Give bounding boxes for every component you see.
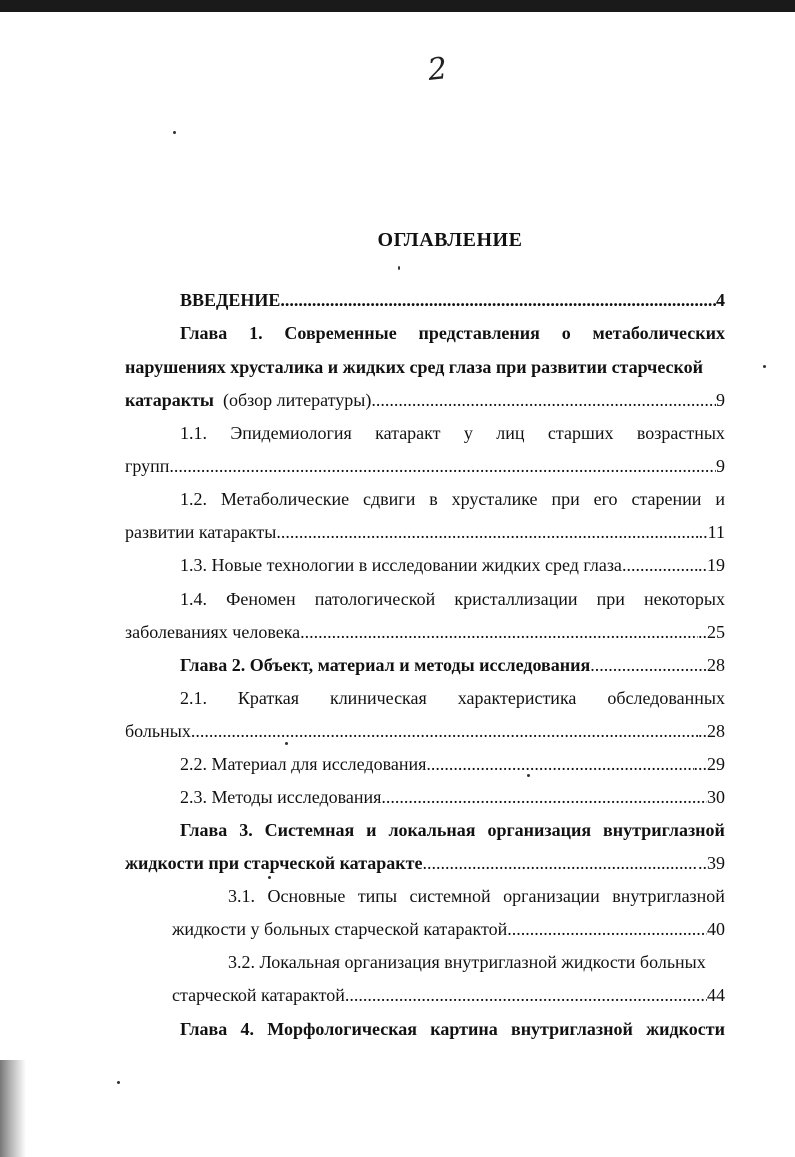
toc-entry-line	[125, 720, 725, 744]
toc-page-number: ..39	[698, 853, 725, 873]
toc-word: 4.	[240, 1019, 254, 1039]
toc-word: типы	[357, 886, 398, 906]
toc-page-number: 30	[707, 787, 725, 807]
toc-word: системной	[409, 886, 491, 906]
toc-word: Основные	[267, 886, 346, 906]
toc-word: внутриглазной	[603, 820, 725, 840]
toc-entry-label: 2.2. Материал для исследования	[180, 754, 427, 774]
dot-leader	[169, 455, 716, 477]
toc-word: 3.1.	[228, 886, 255, 906]
toc-entry-label: заболеваниях человека	[125, 622, 301, 642]
toc-entry-label: групп	[125, 456, 170, 476]
toc-word: картина	[430, 1019, 498, 1039]
toc-word: у	[463, 423, 473, 443]
toc-entry-label: катаракты	[125, 390, 219, 410]
scan-edge-shadow	[0, 1060, 26, 1157]
toc-entry-line: нарушениях хрусталика и жидких сред глаза при развитии старческой	[125, 357, 704, 377]
toc-entry-line	[180, 322, 725, 346]
toc-word: жидкости	[646, 1019, 725, 1039]
toc-entry-line: 3.2. Локальная организация внутриглазной жидкости больных	[228, 952, 706, 972]
toc-entry-line	[180, 488, 725, 512]
toc-page-number: 4	[716, 290, 725, 310]
toc-word: о	[561, 323, 571, 343]
toc-word: Современные	[284, 323, 397, 343]
toc-word: метаболических	[592, 323, 725, 343]
toc-entry-label: ВВЕДЕНИЕ	[180, 290, 281, 310]
toc-word: 3.	[239, 820, 253, 840]
scan-speck	[117, 1081, 120, 1084]
toc-word: возрастных	[636, 423, 725, 443]
dot-leader	[507, 918, 707, 940]
toc-page-number: 9	[716, 390, 725, 410]
toc-word: Глава	[180, 1019, 228, 1039]
toc-entry-line	[125, 521, 725, 545]
toc-entry-line	[172, 918, 725, 942]
toc-word: некоторых	[644, 589, 725, 609]
scan-speck	[763, 365, 766, 368]
dot-leader	[371, 389, 716, 411]
toc-page-number: 44	[707, 985, 725, 1005]
toc-word: организации	[503, 886, 600, 906]
toc-entry-label: жидкости при старческой катаракте	[125, 853, 423, 873]
toc-word: 1.4.	[180, 589, 207, 609]
dot-leader	[423, 852, 699, 874]
scan-speck	[173, 131, 176, 134]
toc-entry-section-1-3[interactable]	[180, 554, 725, 578]
toc-word: Глава	[180, 323, 228, 343]
dot-leader	[590, 654, 707, 676]
toc-entry-label: 2.3. Методы исследования	[180, 787, 382, 807]
toc-word: кристаллизации	[454, 589, 578, 609]
scan-speck	[268, 876, 271, 879]
toc-word: и	[366, 820, 377, 840]
toc-entry-label: больных	[125, 721, 191, 741]
toc-word: характеристика	[457, 688, 577, 708]
toc-page-number: ..11	[698, 522, 725, 542]
toc-word: внутриглазной	[612, 886, 725, 906]
toc-word: старении	[631, 489, 702, 509]
toc-entry-line	[180, 588, 725, 612]
toc-entry-line	[125, 455, 725, 479]
toc-page-number: ...29	[693, 754, 725, 774]
toc-page-number: 40	[707, 919, 725, 939]
toc-entry-line	[228, 885, 725, 909]
toc-entry-line	[172, 984, 725, 1008]
toc-word: его	[593, 489, 618, 509]
toc-word: 2.1.	[180, 688, 207, 708]
dot-leader	[280, 289, 716, 311]
toc-word: Морфологическая	[267, 1019, 418, 1039]
toc-word: старших	[547, 423, 614, 443]
scan-speck	[527, 774, 530, 777]
toc-entry-label: Глава 2. Объект, материал и методы исследования	[180, 655, 591, 675]
toc-word: обследованных	[607, 688, 725, 708]
toc-entry-label: 1.3. Новые технологии в исследовании жидких сред глаза	[180, 555, 622, 575]
toc-word: лиц	[496, 423, 525, 443]
toc-word: катаракт	[375, 423, 441, 443]
toc-entry-section-2-2[interactable]	[180, 753, 725, 777]
dot-leader	[276, 521, 698, 543]
toc-word: клиническая	[329, 688, 427, 708]
toc-word: патологической	[314, 589, 436, 609]
toc-entry-line	[125, 621, 725, 645]
dot-leader	[622, 554, 698, 576]
toc-entry-label: старческой катарактой	[172, 985, 345, 1005]
page-title: ОГЛАВЛЕНИЕ	[377, 229, 523, 251]
toc-entry-chapter-2[interactable]	[180, 654, 725, 678]
toc-entry-introduction[interactable]	[180, 289, 725, 313]
toc-word: в	[429, 489, 438, 509]
scan-speck	[285, 742, 288, 745]
toc-page-number: ..19	[698, 555, 725, 575]
toc-word: локальная	[388, 820, 476, 840]
toc-entry-line	[180, 819, 725, 843]
scan-speck	[398, 266, 400, 270]
toc-word: 1.2.	[180, 489, 207, 509]
toc-word: Глава	[180, 820, 228, 840]
toc-word: и	[715, 489, 725, 509]
toc-word: хрусталике	[451, 489, 538, 509]
toc-entry-line	[125, 852, 725, 876]
toc-entry-line	[180, 687, 725, 711]
toc-word: Краткая	[237, 688, 300, 708]
toc-word: организация	[487, 820, 592, 840]
toc-page-number: ..25	[698, 622, 725, 642]
toc-page-number: 9	[716, 456, 725, 476]
dot-leader	[381, 786, 707, 808]
toc-word: Системная	[264, 820, 355, 840]
handwritten-page-number: 2	[426, 51, 449, 88]
toc-word: сдвиги	[363, 489, 416, 509]
toc-entry-label: (обзор литературы)	[218, 390, 372, 410]
scan-top-border	[0, 0, 795, 12]
toc-entry-section-2-3[interactable]	[180, 786, 725, 810]
toc-word: Эпидемиология	[230, 423, 352, 443]
dot-leader	[300, 621, 698, 643]
toc-word: 1.	[249, 323, 263, 343]
toc-word: при	[596, 589, 625, 609]
dot-leader	[345, 984, 707, 1006]
toc-entry-label: развитии катаракты	[125, 522, 277, 542]
toc-entry-chapter-4[interactable]	[180, 1018, 725, 1042]
dot-leader	[426, 753, 693, 775]
toc-page-number: ..28	[698, 721, 725, 741]
toc-entry-line	[180, 422, 725, 446]
toc-word: Метаболические	[220, 489, 350, 509]
toc-word: при	[551, 489, 580, 509]
toc-word: представления	[418, 323, 540, 343]
dot-leader	[191, 720, 698, 742]
toc-word: Феномен	[226, 589, 296, 609]
toc-entry-label: жидкости у больных старческой катарактой	[172, 919, 508, 939]
toc-entry-line	[125, 389, 725, 413]
toc-word: внутриглазной	[510, 1019, 633, 1039]
toc-word: 1.1.	[180, 423, 207, 443]
toc-page-number: 28	[707, 655, 725, 675]
